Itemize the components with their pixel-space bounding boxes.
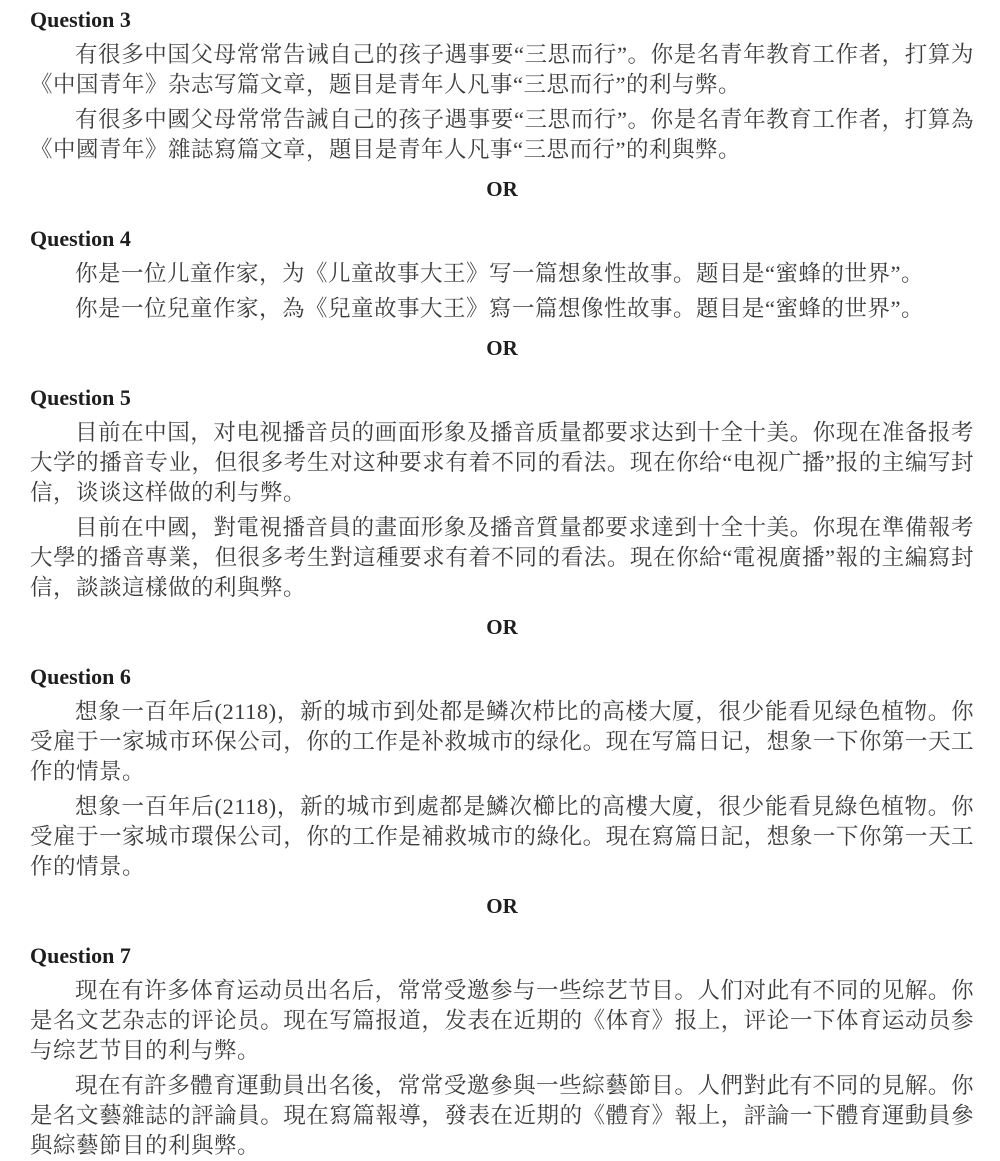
question-4-heading: Question 4 — [30, 226, 131, 251]
question-4-text-simplified: 你是一位儿童作家，为《儿童故事大王》写一篇想象性故事。题目是“蜜蜂的世界”。 — [75, 261, 924, 286]
question-6-block — [30, 665, 974, 882]
question-7-text-traditional: 現在有許多體育運動員出名後，常常受邀參與一些綜藝節目。人們對此有不同的見解。你是名文藝雜誌的評論員。現在寫篇報導，發表在近期的《體育》報上，評論一下體育運動員參與綜藝節目的利與弊。 — [30, 1073, 974, 1158]
question-5-heading: Question 5 — [30, 385, 131, 410]
question-5-text-traditional: 目前在中國，對電視播音員的畫面形象及播音質量都要求達到十全十美。你現在準備報考大學的播音專業，但很多考生對這種要求有着不同的看法。現在你給“電視廣播”報的主編寫封信，談談這樣做的利與弊。 — [30, 515, 974, 600]
question-3-text-traditional: 有很多中國父母常常告誡自己的孩子遇事要“三思而行”。你是名青年教育工作者，打算為《中國青年》雜誌寫篇文章，題目是青年人凡事“三思而行”的利與弊。 — [30, 107, 974, 162]
question-5-text-simplified: 目前在中国，对电视播音员的画面形象及播音质量都要求达到十全十美。你现在准备报考大学的播音专业，但很多考生对这种要求有着不同的看法。现在你给“电视广播”报的主编写封信，谈谈这样做的利与弊。 — [30, 420, 974, 505]
question-6-text-simplified: 想象一百年后(2118)，新的城市到处都是鳞次栉比的高楼大厦，很少能看见绿色植物。你受雇于一家城市环保公司，你的工作是补救城市的绿化。现在写篇日记，想象一下你第一天工作的情景。 — [30, 699, 974, 784]
question-7-heading: Question 7 — [30, 943, 131, 968]
or-separator-2: OR — [486, 336, 518, 360]
or-separator-4: OR — [486, 894, 518, 918]
or-separator-3: OR — [486, 615, 518, 639]
question-7-block — [30, 944, 974, 1161]
question-6-text-traditional: 想象一百年后(2118)，新的城市到處都是鱗次櫛比的高樓大廈，很少能看見綠色植物。你受雇于一家城市環保公司，你的工作是補救城市的綠化。現在寫篇日記，想象一下你第一天工作的情景。 — [30, 794, 974, 879]
question-6-heading: Question 6 — [30, 664, 131, 689]
question-3-block — [30, 8, 974, 165]
question-3-text-simplified: 有很多中国父母常常告诫自己的孩子遇事要“三思而行”。你是名青年教育工作者，打算为《中国青年》杂志写篇文章，题目是青年人凡事“三思而行”的利与弊。 — [30, 42, 974, 97]
question-4-block — [30, 227, 974, 324]
question-4-text-traditional: 你是一位兒童作家，為《兒童故事大王》寫一篇想像性故事。題目是“蜜蜂的世界”。 — [75, 296, 924, 321]
or-separator-1: OR — [486, 177, 518, 201]
question-5-block — [30, 386, 974, 603]
question-3-heading: Question 3 — [30, 7, 131, 32]
question-7-text-simplified: 现在有许多体育运动员出名后，常常受邀参与一些综艺节目。人们对此有不同的见解。你是名文艺杂志的评论员。现在写篇报道，发表在近期的《体育》报上，评论一下体育运动员参与综艺节目的利与弊。 — [30, 978, 974, 1063]
